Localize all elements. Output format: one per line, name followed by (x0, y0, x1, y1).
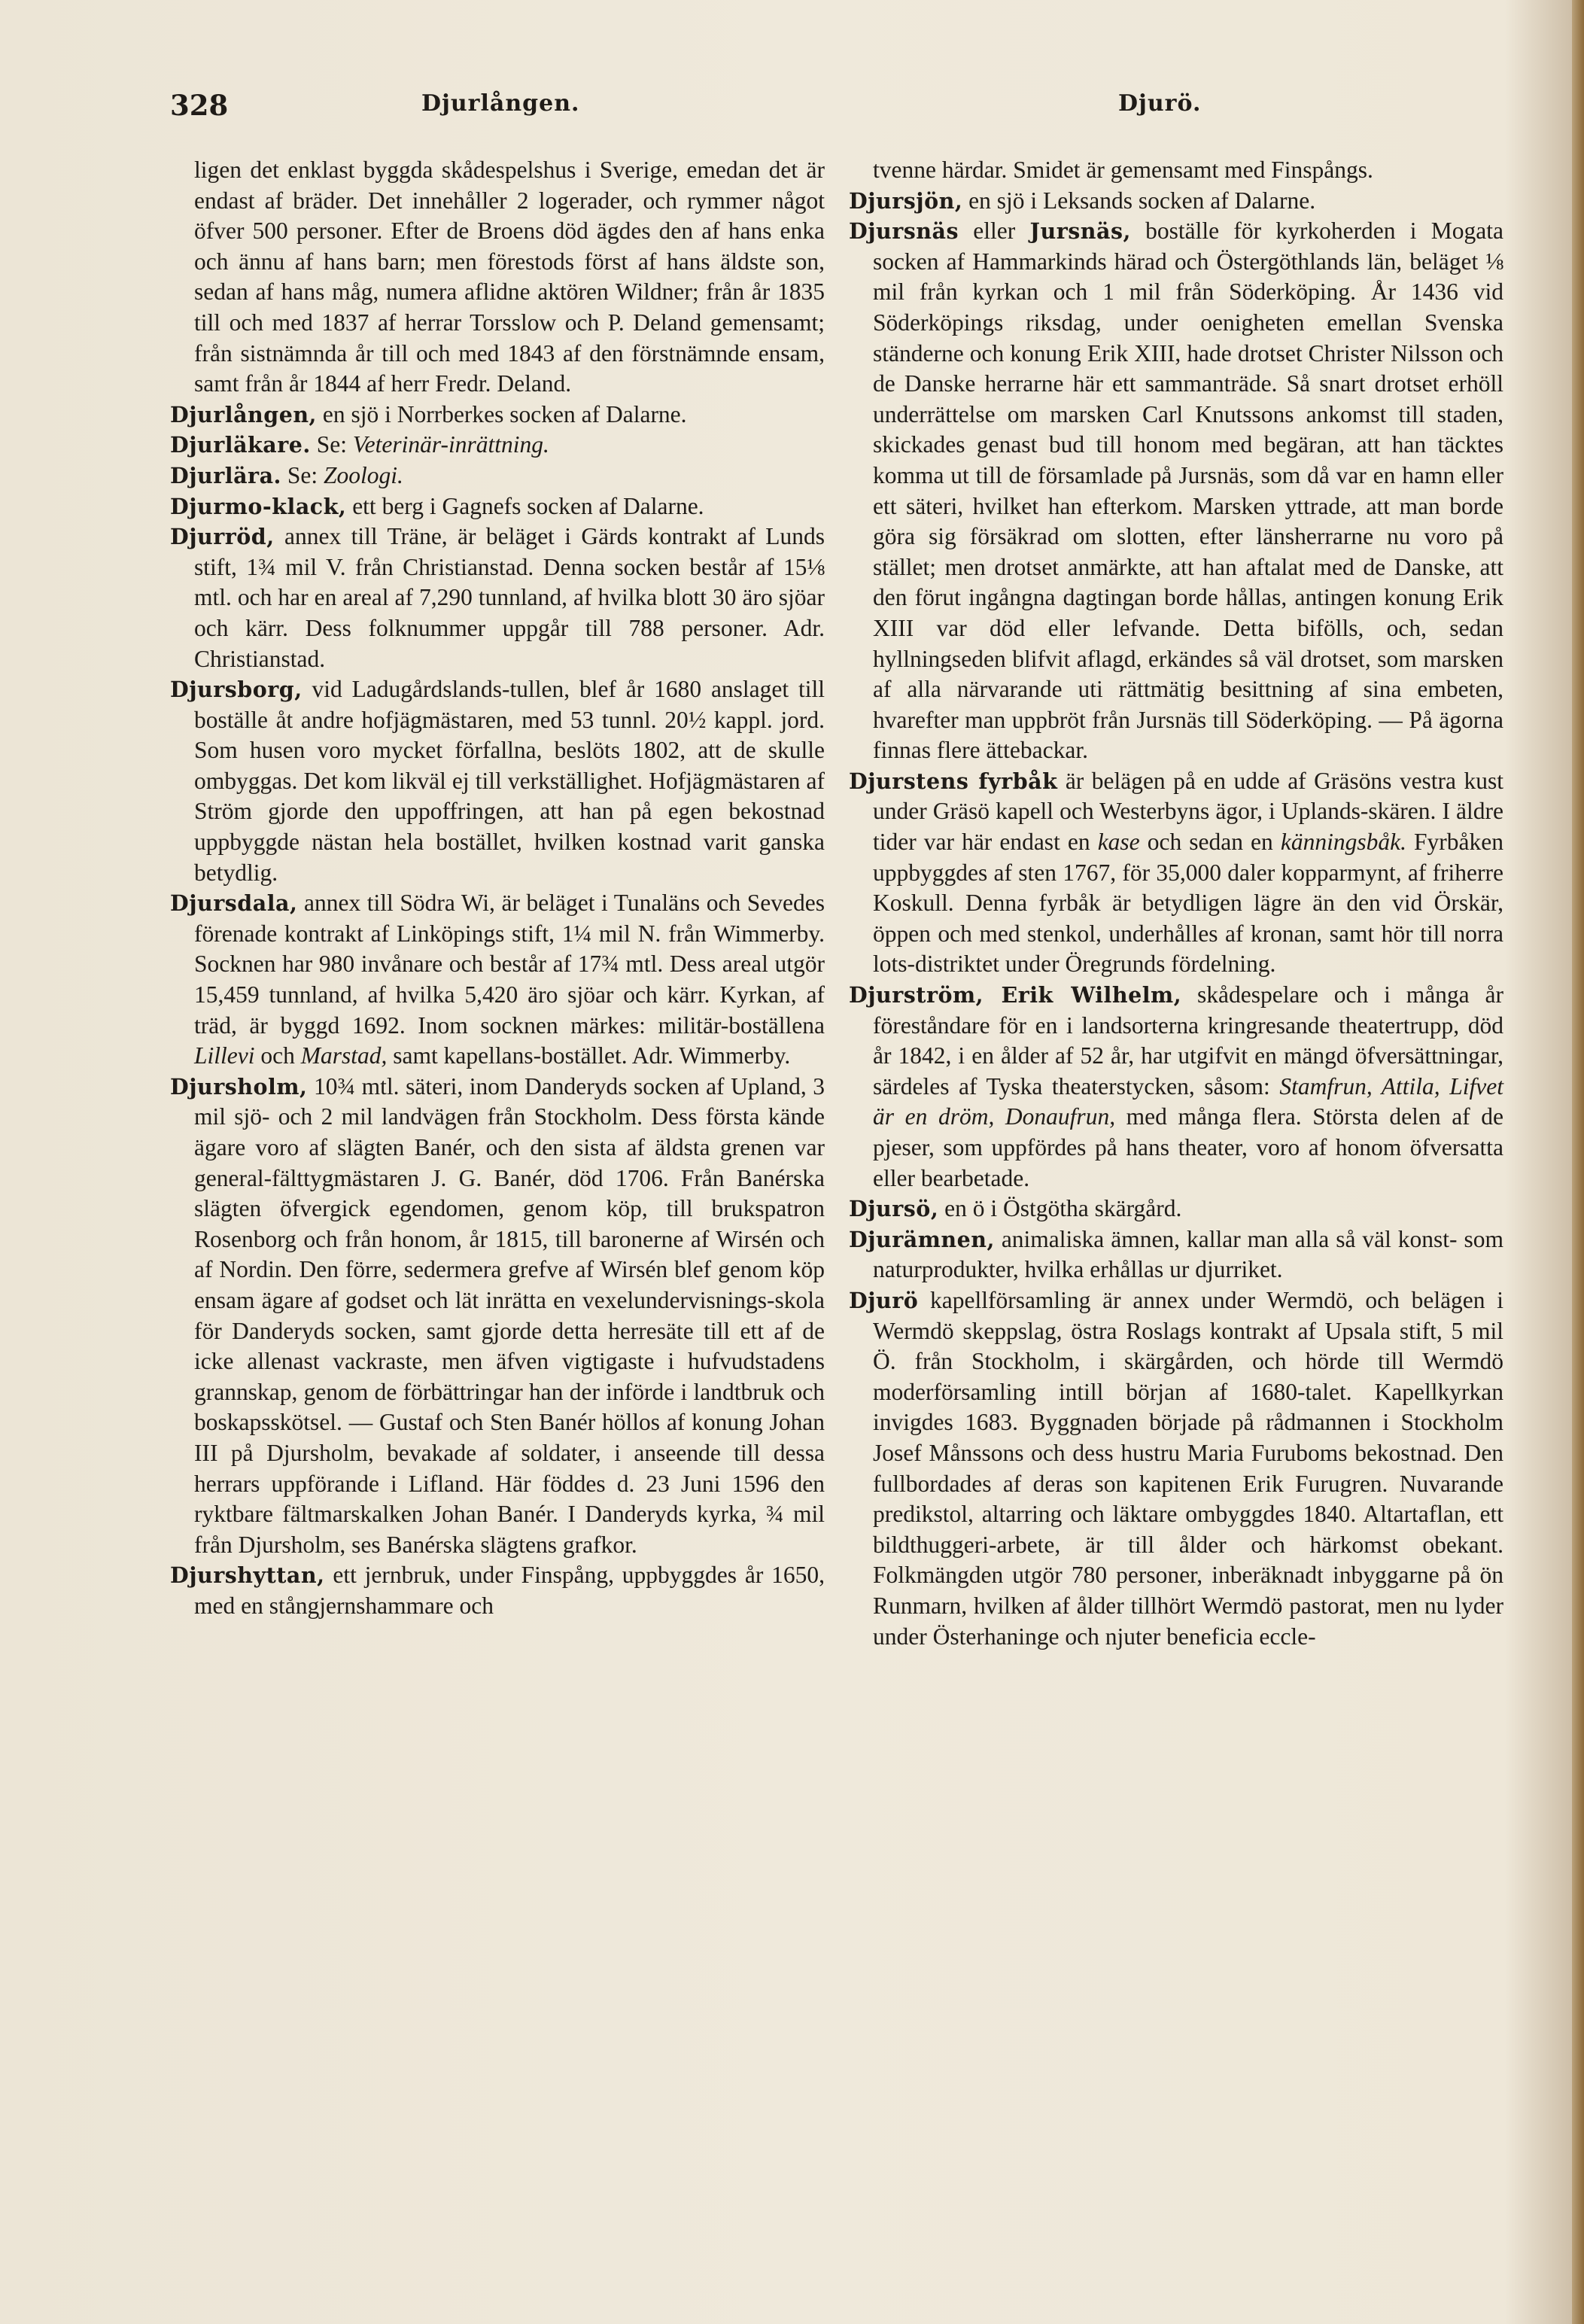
cross-reference: Veterinär-inrättning. (352, 431, 549, 458)
left-column (170, 155, 825, 1622)
entry-text: eller (959, 217, 1030, 245)
headword: Djurämnen, (849, 1226, 995, 1252)
entry-djurstrom (849, 980, 1503, 1194)
entry-text: en sjö i Norrberkes socken af Dalarne. (316, 400, 687, 427)
entry-text: 10¾ mtl. säteri, inom Danderyds socken af Upland, 3 mil sjö- och 2 mil landvägen från Stockholm. Dess första kände ägare voro af slägten Banér, och den sista af äldsta grenen var general-fälttygmästaren J. G. Banér, död 1706. Från Banérska slägten öfvergick egendomen, genom köp, till brukspatron Rosenborg och från honom, år 1815, till baronerne af Wirsén och af Nordin. Den förre, sedermera grefve af Wirsén blef genom köp ensam ägare af godset och lät inrätta en vexelundervisnings-skola för Danderyds socken, samt gjorde detta herresäte till ett af de icke allenast vackraste, men äfven vigtigaste i hufvudstadens grannskap, genom de förbättringar han der införde i landtbruk och boskapsskötsel. — Gustaf och Sten Banér höllos af konung Johan III på Djursholm, bevakade af soldater, i anseende till dessa herrars uppförande i Lifland. Här föddes d. 23 Juni 1596 den ryktbare fältmarskalken Johan Banér. I Danderyds kyrka, ¾ mil från Djursholm, ses Banérska slägtens grafkor. (194, 1072, 825, 1558)
entry-djurstens-fyrbak (849, 766, 1503, 980)
page-number: 328 (170, 89, 229, 122)
paragraph-text: ligen det enklast byggda skådespelshus i Sverige, emedan det är endast af bräder. Det innehåller 2 logerader, och rymmer något öfver 500 personer. Efter de Broens död ägdes den af hans enka och ännu af hans barn; men förestods först af hans äldste son, sedan af hans måg, numera aflidne aktören Wildner; från år 1835 till och med 1837 af herrar Torsslow och P. Deland gemensamt; från sistnämnda år till och med 1843 af den förstnämnde ensam, samt från år 1844 af herr Fredr. Deland. (194, 157, 825, 397)
entry-text: och (254, 1042, 301, 1069)
entry-text: vid Ladugårdslands-tullen, blef år 1680 anslaget till boställe åt andre hofjägmästaren, med 53 tunnl. 20½ kappl. jord. Som husen voro mycket förfallna, beslöts 1802, att de skulle ombyggas. Det kom likväl ej till verkställighet. Hofjägmästaren af Ström gjorde den uppoffringen, att han på egen bekostnad uppbyggde nästan hela bostället, hvilken kostnad varit ganska betydlig. (194, 676, 825, 886)
running-header (170, 89, 1246, 134)
entry-djurmo-klack (170, 491, 825, 522)
headword: Djursdala, (170, 890, 298, 917)
entry-djurrod (170, 522, 825, 674)
entry-text: kapellförsamling är annex under Wermdö, och belägen i Wermdö skeppslag, östra Roslags kontrakt af Upsala stift, 5 mil Ö. från Stockholm, i skärgården, och hörde till Wermdö moderförsamling intill början af 1680-talet. Kapellkyrkan invigdes 1683. Byggnaden började på rådmannen i Stockholm Josef Månssons och dess hustru Maria Furuboms bekostnad. Den fullbordades af deras son kapitenen Erik Furugren. Nuvarande predikstol, altarring och läktare ombyggdes 1840. Altartaflan, ett bildthuggeri-arbete, är till ålder och härkomst obekant. Folkmängden utgör 780 personer, inberäknadt inbyggarne på ön Runmarn, hvilken af ålder tillhört Wermdö pastorat, men nu lyder under Österhaninge och njuter beneficia eccle- (873, 1286, 1503, 1650)
entry-djurso (849, 1194, 1503, 1224)
entry-djursnas (849, 216, 1503, 766)
headword: Djursjön, (849, 187, 963, 214)
entry-djurshyttan (170, 1560, 825, 1621)
headword: Djurröd, (170, 524, 275, 550)
entry-djurlara (170, 461, 825, 491)
entry-text: med många flera. Största delen af de pjeser, som uppfördes på hans theater, voro af honom öfversatta eller bearbetade. (873, 1103, 1503, 1191)
entry-text: är belägen på en udde af Gräsöns vestra kust under Gräsö kapell och Westerbyns ägor, i Uplands-skären. I äldre tider var här endast en (873, 767, 1503, 856)
left-running-head: Djurlången. (421, 90, 580, 117)
entry-djurlakare (170, 430, 825, 461)
headword-variant: Jursnäs, (1029, 218, 1131, 245)
entry-djurlangen (170, 400, 825, 430)
cross-reference: Zoologi. (323, 461, 403, 488)
headword: Djursnäs (849, 218, 959, 245)
entry-text: samt kapellans-bostället. Adr. Wimmerby. (387, 1042, 791, 1069)
headword: Djursö, (849, 1196, 939, 1222)
place-name: Lillevi (194, 1042, 255, 1069)
headword: Djurlära. (170, 462, 281, 488)
term: kase (1097, 829, 1140, 856)
play-titles: Stamfrun, Attila, Lifvet är en dröm, Donaufrun, (873, 1072, 1503, 1130)
page-edge (1572, 0, 1584, 2324)
continued-paragraph (170, 155, 825, 400)
entry-text: animaliska ämnen, kallar man alla så väl konst- som naturprodukter, hvilka erhållas ur djurriket. (873, 1225, 1503, 1283)
paragraph-text: tvenne härdar. Smidet är gemensamt med Finspångs. (873, 157, 1373, 183)
headword: Djurö (849, 1287, 919, 1313)
headword: Djurstens fyrbåk (849, 768, 1058, 794)
headword: Djurläkare. (170, 432, 311, 458)
entry-text: skådespelare och i många år föreståndare för en i landsorterna kringresande theatertrupp, död år 1842, i en ålder af 52 år, har utgifvit en mängd öfversättningar, särdeles af Tyska theaterstycken, såsom: (873, 981, 1503, 1100)
entry-text: ett berg i Gagnefs socken af Dalarne. (346, 492, 704, 519)
entry-text: ett jernbruk, under Finspång, uppbyggdes år 1650, med en stångjernshammare och (194, 1562, 825, 1619)
entry-text: och sedan en (1139, 829, 1281, 856)
entry-djursjon (849, 186, 1503, 217)
entry-djuro (849, 1285, 1503, 1652)
continued-paragraph (849, 155, 1503, 186)
entry-text: en sjö i Leksands socken af Dalarne. (962, 187, 1316, 214)
term: känningsbåk. (1280, 829, 1406, 856)
entry-text: en ö i Östgötha skärgård. (938, 1195, 1182, 1222)
entry-djuramnen (849, 1224, 1503, 1285)
entry-djursholm (170, 1072, 825, 1561)
entry-text: annex till Södra Wi, är beläget i Tunaläns och Sevedes förenade kontrakt af Linköpings stift, 1¼ mil N. från Wimmerby. Socknen har 980 invånare och består af 17¾ mtl. Dess areal utgör 15,459 tunnland, af hvilka 5,420 äro sjöar och kärr. Kyrkan, af träd, är byggd 1692. Inom socknen märkes: militär-boställena (194, 890, 825, 1039)
entry-text: annex till Träne, är beläget i Gärds kontrakt af Lunds stift, 1¾ mil V. från Christianstad. Denna socken består af 15⅛ mtl. och har en areal af 7,290 tunnland, af hvilka blott 30 äro sjöar och kärr. Dess folknummer uppgår till 788 personer. Adr. Christianstad. (194, 523, 825, 672)
headword: Djurmo-klack, (170, 493, 347, 519)
entry-text: Se: (310, 431, 353, 458)
place-name: Marstad, (300, 1042, 388, 1069)
entry-djursborg (170, 674, 825, 888)
headword: Djursborg, (170, 677, 303, 703)
headword: Djurström, Erik Wilhelm, (849, 982, 1182, 1008)
right-running-head: Djurö. (1118, 90, 1202, 117)
entry-text: boställe för kyrkoherden i Mogata socken af Hammarkinds härad och Östergöthlands län, beläget ⅛ mil från kyrkan och 1 mil från Söderköping. År 1436 vid Söderköpings riksdag, under oenigheten emellan Svenska ständerne och konung Erik XIII, hade drotset Christer Nilsson och de Danske herrarne här ett sammanträde. Så snart drotset erhöll underrättelse om marsken Carl Knutssons ankomst till staden, skickades genast bud till honom med begäran, att han täcktes komma ut till de församlade på Jursnäs, som då var en hamn eller ett säteri, hvilket han efterkom. Marsken yttrade, att man borde göra sig försäkrad om slotten, efter länsherrarne nu voro på stället; men drotset anmärkte, att han aftalat med de Danske, att den förut ingångna dagtingan borde hållas, antingen konung Erik XIII var död eller lefvande. Detta bifölls, och, sedan hyllningseden blifvit aflagd, erkändes så väl drotset, som marsken af alla närvarande uti rättmätig besittning af sina embeten, hvarefter man uppbröt från Jursnäs till Söderköping. — På ägorna finnas flere ättebackar. (873, 217, 1503, 764)
entry-text: Se: (281, 461, 324, 488)
entry-djursdala (170, 888, 825, 1072)
headword: Djurlången, (170, 401, 317, 427)
right-column (849, 155, 1503, 1652)
headword: Djurshyttan, (170, 1562, 325, 1589)
entry-text: Fyrbåken uppbyggdes af sten 1767, för 35,000 daler kopparmynt, af friherre Koskull. Denna fyrbåk är betydligen lägre än den vid Örskär, öppen och med stenkol, underhålles af kronan, samt hör till norra lots-distriktet under Öregrunds fördelning. (873, 829, 1504, 978)
headword: Djursholm, (170, 1073, 308, 1100)
